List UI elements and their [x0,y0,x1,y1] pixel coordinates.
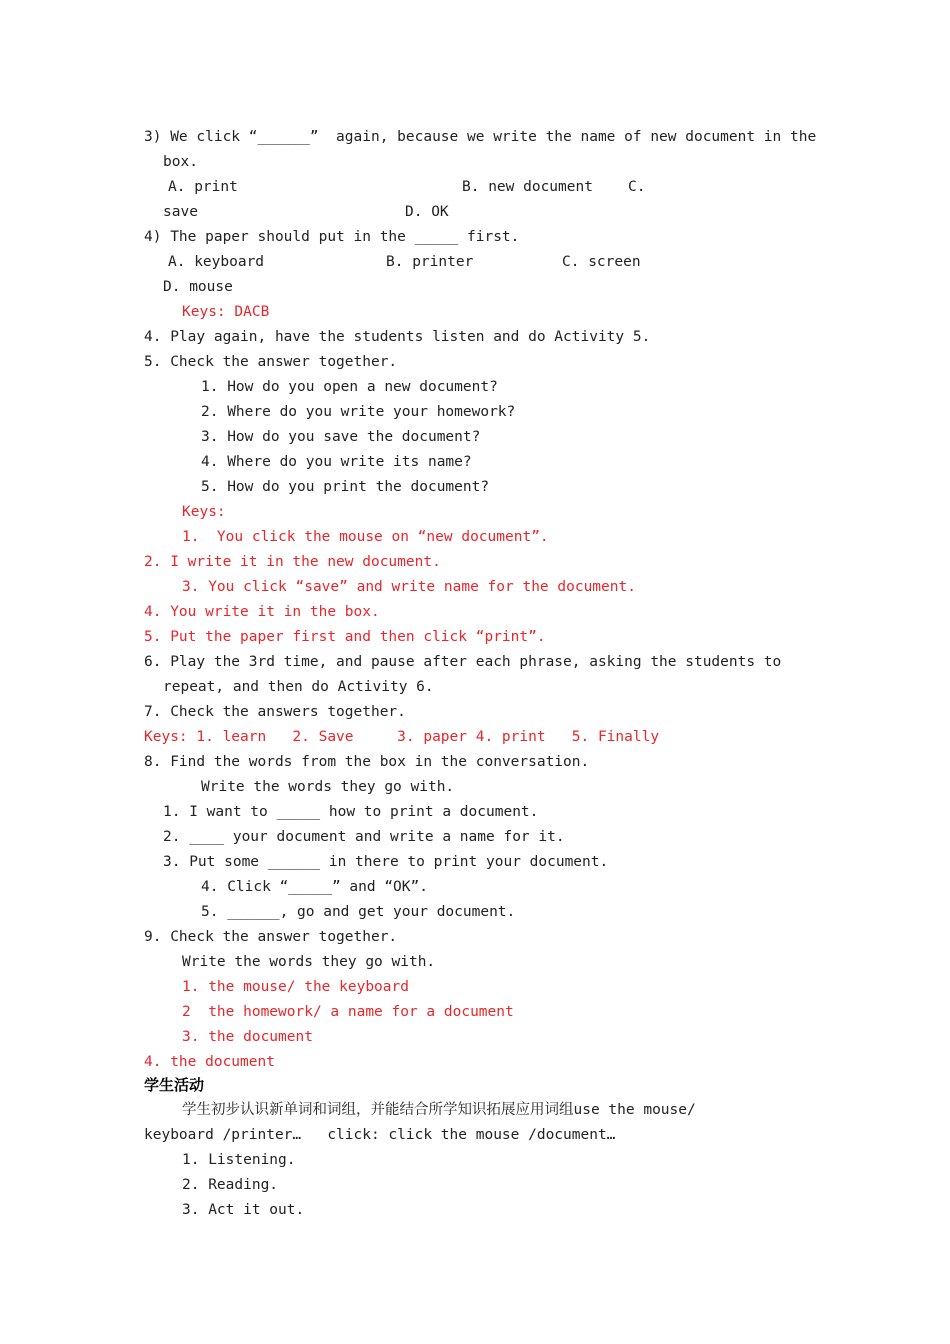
step5-question: 3. How do you save the document? [201,429,481,445]
step-9-line2: Write the words they go with. [182,954,436,970]
q3-option-c-text: save [163,204,198,220]
step-9-line1: 9. Check the answer together. [144,929,398,945]
keys-answer: 2 the homework/ a name for a document [182,1004,514,1020]
step5-question: 2. Where do you write your homework? [201,404,516,420]
keys-answer-1: Keys: DACB [182,304,270,320]
step-6-line2: repeat, and then do Activity 6. [163,679,434,695]
keys-answer: 1. You click the mouse on “new document”. [182,529,549,545]
step5-question: 4. Where do you write its name? [201,454,472,470]
keys-answer: 4. You write it in the box. [144,604,380,620]
keys-answer: 3. You click “save” and write name for the document. [182,579,636,595]
activity-item: 2. Reading. [182,1177,279,1193]
activity-line2: keyboard /printer… click: click the mouse /document… [144,1127,616,1143]
keys-answer: 1. the mouse/ the keyboard [182,979,409,995]
keys-label-2: Keys: [182,504,226,520]
activity-item: 1. Listening. [182,1152,296,1168]
q4-option-c: C. screen [562,254,641,270]
step-8-line1: 8. Find the words from the box in the conversation. [144,754,590,770]
q3-option-d: D. OK [405,204,449,220]
q4-option-a: A. keyboard [168,254,265,270]
step8-item: 1. I want to _____ how to print a document. [163,804,539,820]
q3-option-a: A. print [168,179,238,195]
keys-answer-3: Keys: 1. learn 2. Save 3. paper 4. print 5. Finally [144,729,660,745]
step8-item: 2. ____ your document and write a name for it. [163,829,565,845]
keys-answer: 5. Put the paper first and then click “print”. [144,629,546,645]
step-8-line2: Write the words they go with. [201,779,455,795]
q4-option-b: B. printer [386,254,474,270]
step5-question: 1. How do you open a new document? [201,379,498,395]
section-heading-student-activity: 学生活动 [144,1076,205,1094]
keys-answer: 3. the document [182,1029,313,1045]
step5-question: 5. How do you print the document? [201,479,490,495]
q4-option-d: D. mouse [163,279,233,295]
step8-item: 4. Click “_____” and “OK”. [201,879,428,895]
q3-option-b: B. new document [462,179,593,195]
q3-line2: box. [163,154,198,170]
step-7: 7. Check the answers together. [144,704,406,720]
q3-option-c: C. [628,179,646,195]
step8-item: 5. ______, go and get your document. [201,904,516,920]
keys-answer: 4. the document [144,1054,275,1070]
step-4: 4. Play again, have the students listen and do Activity 5. [144,329,651,345]
step-6-line1: 6. Play the 3rd time, and pause after each phrase, asking the students to [144,654,782,670]
q4-line1: 4) The paper should put in the _____ first. [144,229,520,245]
activity-item: 3. Act it out. [182,1202,305,1218]
activity-line1: 学生初步认识新单词和词组，并能结合所学知识拓展应用词组use the mouse/ [182,1102,696,1118]
q3-line1: 3) We click “______” again, because we write the name of new document in the [144,129,817,145]
keys-answer: 2. I write it in the new document. [144,554,441,570]
step8-item: 3. Put some ______ in there to print your document. [163,854,609,870]
step-5: 5. Check the answer together. [144,354,398,370]
